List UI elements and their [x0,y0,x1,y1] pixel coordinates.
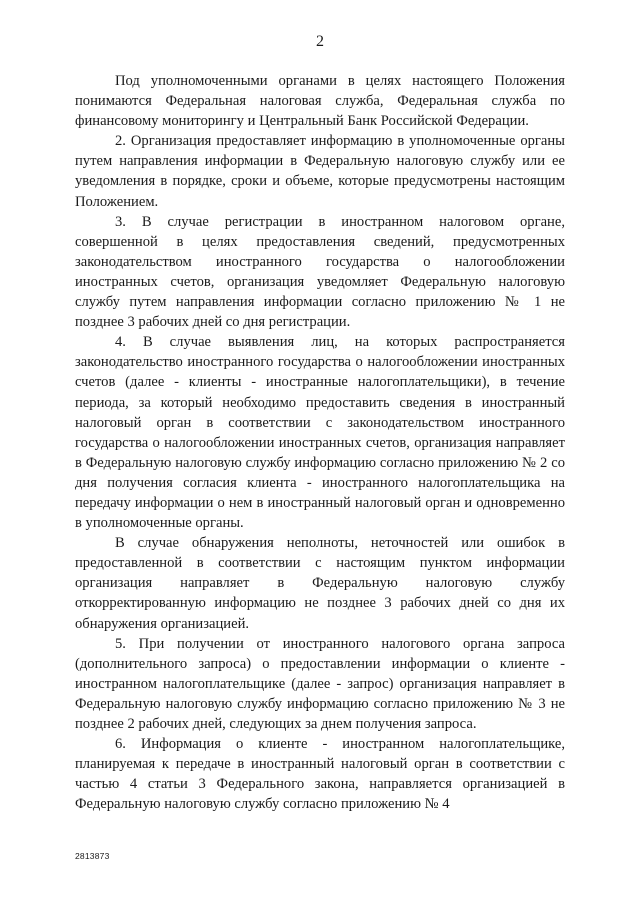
paragraph-item-3: 3. В случае регистрации в иностранном налоговом органе, совершенной в целях предоставления сведений, предусмотренных законодательством иностранного государства о налогообложении иностранных счетов, организация уведомляет Федеральную налоговую службу путем направления информации согласно приложению № 1 не позднее 3 рабочих дней со дня регистрации. [75,213,565,331]
paragraph-item-6: 6. Информация о клиенте - иностранном налогоплательщике, планируемая к передаче в иностранный налоговый орган в соответствии с частью 4 статьи 3 Федерального закона, направляется организацией в Федеральную налоговую службу согласно приложению № 4 [75,736,565,813]
paragraph-authorized-bodies: Под уполномоченными органами в целях настоящего Положения понимаются Федеральная налоговая служба, Федеральная служба по финансовому мониторингу и Центральный Банк Российской Федерации. [75,73,565,130]
paragraph-item-4-correction: В случае обнаружения неполноты, неточностей или ошибок в предоставленной в соответствии с настоящим пунктом информации организация направляет в Федеральную налоговую службу откорректированную информацию не позднее 3 рабочих дней со дня их обнаружения организацией. [75,535,565,632]
document-code: 2813873 [75,851,110,861]
document-body [75,71,565,814]
paragraph-item-4: 4. В случае выявления лиц, на которых распространяется законодательство иностранного государства о налогообложении иностранных счетов (далее - клиенты - иностранные налогоплательщики), в течение периода, за который необходимо предоставить сведения в иностранный налоговый орган в соответствии с законодательством иностранного государства о налогообложении иностранных счетов, организация направляет в Федеральную налоговую службу информацию согласно приложению № 2 со дня получения согласия клиента - иностранного налогоплательщика на передачу информации о нем в иностранный налоговый орган и одновременно в уполномоченные органы. [75,334,565,532]
paragraph-item-5: 5. При получении от иностранного налогового органа запроса (дополнительного запроса) о предоставлении информации о клиенте - иностранном налогоплательщике (далее - запрос) организация направляет в Федеральную налоговую службу информацию согласно приложению № 3 не позднее 2 рабочих дней, следующих за днем получения запроса. [75,635,565,732]
paragraph-item-2: 2. Организация предоставляет информацию в уполномоченные органы путем направления информации в Федеральную налоговую службу или ее уведомления в порядке, сроки и объеме, которые предусмотрены настоящим Положением. [75,133,565,210]
page-number: 2 [316,33,324,50]
